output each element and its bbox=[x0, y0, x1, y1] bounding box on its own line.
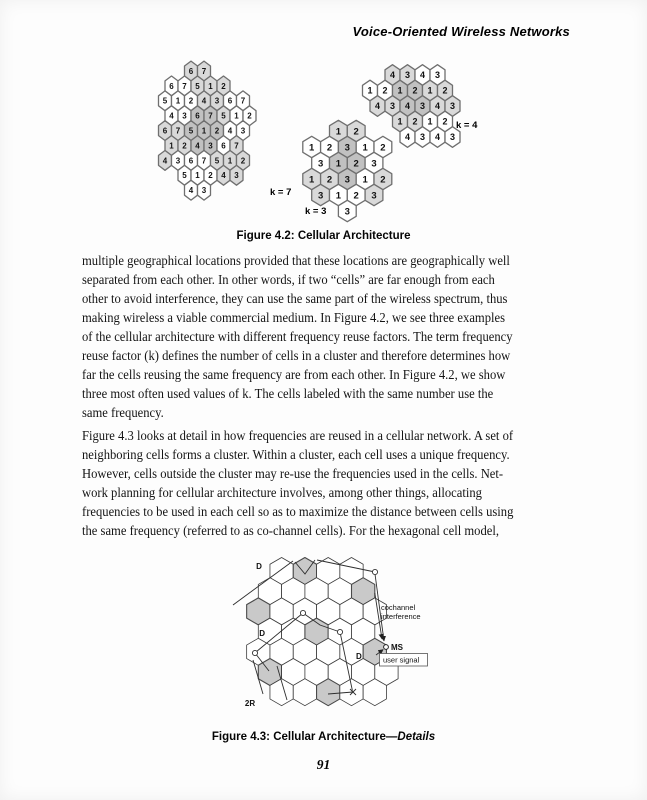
cell-frequency-number: 1 bbox=[362, 174, 368, 186]
cell-frequency-number: 3 bbox=[317, 190, 324, 202]
cell-frequency-number: 2 bbox=[221, 81, 226, 91]
cell-frequency-number: 3 bbox=[175, 156, 181, 166]
cell-frequency-number: 2 bbox=[382, 85, 388, 96]
cell-diameter-label: 2R bbox=[244, 699, 256, 708]
body-line: same frequency. bbox=[82, 406, 164, 421]
cell-frequency-number: 1 bbox=[195, 171, 200, 181]
cell-frequency-number: 5 bbox=[195, 81, 200, 91]
body-line: Figure 4.3 looks at detail in how frequencies are reused in a cellular network. A set of bbox=[82, 429, 514, 444]
cell-frequency-number: 2 bbox=[353, 190, 359, 202]
cell-frequency-number: 3 bbox=[449, 132, 456, 143]
base-station-marker bbox=[372, 569, 377, 574]
cell-frequency-number: 3 bbox=[234, 171, 239, 181]
cell-frequency-number: 4 bbox=[434, 132, 441, 143]
cell-frequency-number: 7 bbox=[234, 141, 239, 151]
cell-frequency-number: 1 bbox=[335, 126, 342, 138]
cell-frequency-number: 3 bbox=[344, 142, 350, 154]
body-line: the same frequency (referred to as co-channel cells). For the hexagonal cell model, bbox=[82, 524, 500, 539]
cell-frequency-number: 3 bbox=[434, 70, 441, 81]
base-station-marker bbox=[252, 650, 257, 655]
body-line: work planning for cellular architecture involves, among other things, allocating bbox=[82, 486, 482, 501]
cell-frequency-number: 4 bbox=[201, 96, 207, 106]
cell-frequency-number: 2 bbox=[412, 85, 418, 96]
cell-frequency-number: 3 bbox=[449, 101, 456, 112]
cell-cluster-k3 bbox=[303, 120, 392, 221]
distance-label-d: D bbox=[256, 562, 262, 571]
cell-frequency-number: 1 bbox=[335, 158, 342, 170]
distance-label-d: D bbox=[356, 652, 362, 661]
cluster-reuse-factor-label: k = 3 bbox=[305, 206, 327, 217]
cell-frequency-number: 5 bbox=[221, 111, 226, 121]
cell-frequency-number: 4 bbox=[221, 171, 226, 181]
cell-frequency-number: 6 bbox=[227, 96, 233, 106]
cell-frequency-number: 6 bbox=[188, 156, 194, 166]
figure-4-2-caption: Figure 4.2: Cellular Architecture bbox=[236, 230, 411, 242]
cell-frequency-number: 1 bbox=[397, 85, 403, 96]
cell-cluster-k4 bbox=[363, 65, 479, 148]
body-line: other to avoid interference, they can use the same part of the wireless spectrum, thus bbox=[82, 292, 508, 307]
cell-frequency-number: 2 bbox=[442, 116, 448, 127]
cell-frequency-number: 2 bbox=[326, 174, 333, 186]
cell-frequency-number: 1 bbox=[367, 85, 373, 96]
cell-frequency-number: 1 bbox=[227, 156, 233, 166]
cell-frequency-number: 3 bbox=[371, 190, 377, 202]
cell-frequency-number: 4 bbox=[389, 70, 396, 81]
cell-frequency-number: 2 bbox=[188, 96, 194, 106]
cell-frequency-number: 1 bbox=[208, 81, 213, 91]
cell-frequency-number: 2 bbox=[353, 158, 359, 170]
cell-frequency-number: 5 bbox=[182, 171, 187, 181]
cell-frequency-number: 4 bbox=[404, 101, 411, 112]
cell-frequency-number: 3 bbox=[389, 101, 396, 112]
figure-4-3-cellular-architecture-details bbox=[225, 548, 480, 730]
cell-frequency-number: 2 bbox=[353, 126, 359, 138]
cell-frequency-number: 1 bbox=[362, 142, 368, 154]
cell-frequency-number: 4 bbox=[227, 126, 233, 136]
cell-frequency-number: 4 bbox=[404, 132, 411, 143]
cell-frequency-number: 2 bbox=[208, 171, 213, 181]
cell-frequency-number: 2 bbox=[412, 116, 418, 127]
figure-4-3-caption-emphasis: Details bbox=[397, 731, 436, 743]
body-line: three most often used values of k. The cells labeled with the same number use the bbox=[82, 387, 494, 402]
mobile-station-marker bbox=[384, 645, 389, 650]
cell-frequency-number: 2 bbox=[182, 141, 187, 151]
cluster-reuse-factor-label: k = 7 bbox=[270, 187, 292, 198]
figure-4-2-cellular-architecture bbox=[150, 55, 510, 231]
body-line: However, cells outside the cluster may re-use the frequencies used in the cells. Net- bbox=[82, 467, 504, 482]
cell-frequency-number: 6 bbox=[162, 126, 168, 136]
cell-frequency-number: 7 bbox=[175, 126, 181, 136]
body-line: making wireless a viable commercial medium. In Figure 4.2, we see three examples bbox=[82, 311, 506, 326]
cell-frequency-number: 4 bbox=[419, 70, 426, 81]
cell-frequency-number: 2 bbox=[380, 174, 386, 186]
cell-frequency-number: 1 bbox=[397, 116, 403, 127]
cell-frequency-number: 5 bbox=[188, 126, 194, 136]
body-line: of the cellular architecture with different frequency reuse factors. The term frequency bbox=[82, 330, 513, 345]
cell-frequency-number: 3 bbox=[240, 126, 246, 136]
figure-4-3-caption bbox=[0, 731, 647, 743]
cell-frequency-number: 1 bbox=[201, 126, 207, 136]
cell-frequency-number: 2 bbox=[380, 142, 386, 154]
body-text bbox=[82, 252, 586, 545]
cell-frequency-number: 6 bbox=[221, 141, 226, 151]
cluster-reuse-factor-label: k = 4 bbox=[456, 120, 478, 131]
cell-frequency-number: 4 bbox=[188, 186, 194, 196]
cell-frequency-number: 3 bbox=[419, 132, 426, 143]
cell-frequency-number: 4 bbox=[195, 141, 200, 151]
cell-frequency-number: 7 bbox=[201, 66, 207, 76]
cell-frequency-number: 7 bbox=[201, 156, 207, 166]
cell-frequency-number: 1 bbox=[175, 96, 181, 106]
cell-frequency-number: 1 bbox=[335, 190, 342, 202]
running-header: Voice-Oriented Wireless Networks bbox=[352, 24, 570, 39]
cell-frequency-number: 2 bbox=[326, 142, 333, 154]
body-line: reuse factor (k) defines the number of cells in a cluster and therefore determines how bbox=[82, 349, 511, 364]
cell-frequency-number: 3 bbox=[371, 158, 377, 170]
cell-frequency-number: 3 bbox=[182, 111, 187, 121]
base-station-marker bbox=[300, 610, 305, 615]
cell-frequency-number: 7 bbox=[182, 81, 187, 91]
cell-frequency-number: 3 bbox=[344, 206, 350, 218]
base-station-marker bbox=[337, 629, 342, 634]
cell-frequency-number: 3 bbox=[404, 70, 411, 81]
user-signal-label: user signal bbox=[383, 655, 420, 665]
cell-frequency-number: 1 bbox=[234, 111, 239, 121]
cell-frequency-number: 1 bbox=[309, 174, 315, 186]
cell-frequency-number: 2 bbox=[247, 111, 252, 121]
cell-frequency-number: 7 bbox=[240, 96, 246, 106]
paragraph-2 bbox=[82, 427, 586, 541]
cell-frequency-number: 4 bbox=[434, 101, 441, 112]
cell-frequency-number: 3 bbox=[419, 101, 426, 112]
cell-frequency-number: 2 bbox=[240, 156, 246, 166]
cell-frequency-number: 2 bbox=[214, 126, 220, 136]
cell-frequency-number: 3 bbox=[208, 141, 213, 151]
mobile-station-label: MS bbox=[391, 643, 403, 652]
cell-frequency-number: 3 bbox=[317, 158, 324, 170]
cell-frequency-number: 2 bbox=[442, 85, 448, 96]
body-line: separated from each other. In other words, if two “cells” are far enough from each bbox=[82, 273, 495, 288]
body-line: neighboring cells forms a cluster. Within a cluster, each cell uses a unique frequency. bbox=[82, 448, 510, 463]
cell-frequency-number: 3 bbox=[214, 96, 220, 106]
cell-frequency-number: 1 bbox=[309, 142, 315, 154]
cochannel-interference-label: cochannel bbox=[381, 603, 416, 612]
cell-frequency-number: 1 bbox=[169, 141, 174, 151]
cochannel-interference-label: interference bbox=[381, 612, 421, 621]
cell-frequency-number: 1 bbox=[427, 85, 433, 96]
cell-frequency-number: 1 bbox=[427, 116, 433, 127]
cell-frequency-number: 6 bbox=[169, 81, 174, 91]
cell-frequency-number: 3 bbox=[201, 186, 207, 196]
body-line: far the cells reusing the same frequency are from each other. In Figure 4.2, we show bbox=[82, 368, 506, 383]
page-number: 91 bbox=[316, 757, 331, 772]
figure-4-3-caption-text: Figure 4.3: Cellular Architecture— bbox=[211, 731, 398, 743]
cell-frequency-number: 3 bbox=[344, 174, 350, 186]
cell-frequency-number: 6 bbox=[188, 66, 194, 76]
body-line: multiple geographical locations provided that these locations are geographically well bbox=[82, 254, 510, 269]
cell-frequency-number: 5 bbox=[214, 156, 220, 166]
cell-frequency-number: 6 bbox=[195, 111, 200, 121]
cell-frequency-number: 4 bbox=[162, 156, 168, 166]
cell-frequency-number: 5 bbox=[162, 96, 168, 106]
cell-frequency-number: 4 bbox=[169, 111, 174, 121]
cell-frequency-number: 7 bbox=[208, 111, 213, 121]
distance-label-d: D bbox=[259, 629, 265, 638]
paragraph-1 bbox=[82, 252, 586, 423]
cell-cluster-k7 bbox=[159, 61, 292, 200]
body-line: frequencies to be used in each cell so as to maximize the distance between cells using bbox=[82, 505, 514, 520]
cell-frequency-number: 4 bbox=[374, 101, 381, 112]
